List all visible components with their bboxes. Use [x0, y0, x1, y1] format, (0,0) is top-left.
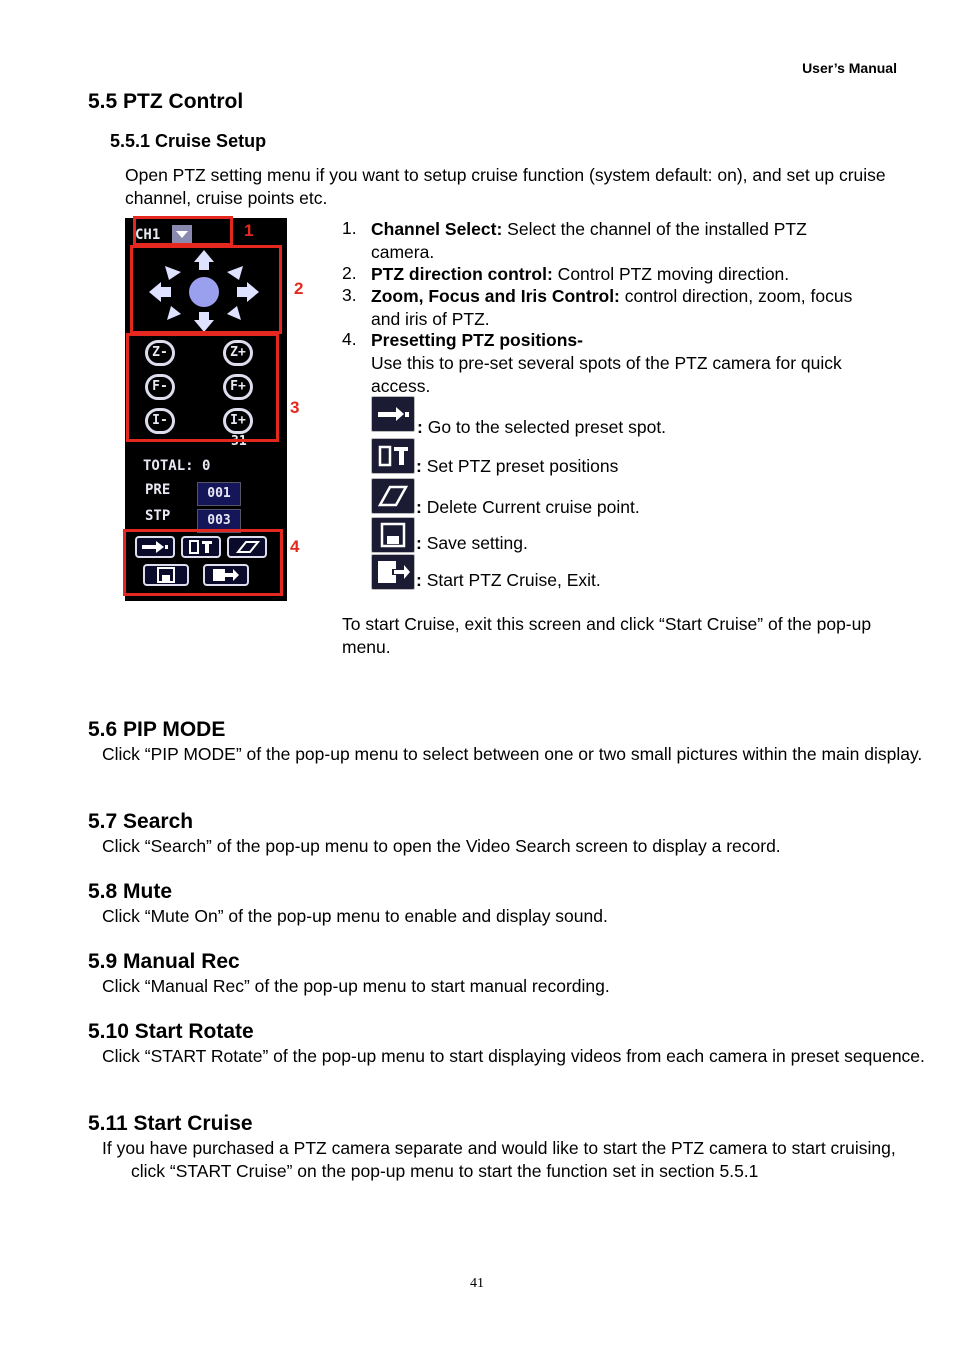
callout-number-1: 1 [244, 221, 254, 240]
subsection-title-5-5-1: 5.5.1 Cruise Setup [110, 131, 267, 151]
section-title: 5.8 Mute [88, 880, 173, 903]
section-title: 5.9 Manual Rec [88, 950, 240, 973]
section-body: Click “Search” of the pop-up menu to open the Video Search screen to display a record. [102, 836, 781, 856]
iris-minus-button: I- [145, 408, 175, 434]
pre-value: 001 [197, 482, 241, 506]
section-title: 5.7 Search [88, 810, 194, 833]
section-body: If you have purchased a PTZ camera separate and would like to start the PTZ camera to start cruising, click “START Cruise” on the pop-up menu to start the function set in section 5.5.1 [102, 1138, 896, 1181]
running-header: User’s Manual [802, 60, 897, 76]
preset-description: Use this to pre-set several spots of the PTZ camera for quick access. [371, 353, 842, 396]
total-label: TOTAL: 0 [143, 458, 211, 474]
stp-label: STP [145, 508, 171, 524]
zoom-in-button: Z+ [223, 340, 253, 366]
callout-number-2: 2 [294, 279, 304, 298]
delete-point-icon [371, 478, 415, 514]
section-title-5-5: 5.5 PTZ Control [88, 90, 244, 113]
section-title: 5.10 Start Rotate [88, 1020, 254, 1043]
list-item: Presetting PTZ positions- [371, 330, 583, 350]
section-title: 5.11 Start Cruise [88, 1112, 253, 1135]
focus-minus-button: F- [145, 374, 175, 400]
section-body: Click “Mute On” of the pop-up menu to enable and display sound. [102, 906, 608, 926]
list-number: 1. [342, 218, 357, 238]
section-body: Click “PIP MODE” of the pop-up menu to select between one or two small pictures within the main display. [102, 744, 923, 764]
callout-box-1 [133, 216, 233, 246]
section-body: Click “START Rotate” of the pop-up menu to start displaying videos from each camera in preset sequence. [102, 1046, 925, 1066]
callout-box-4 [123, 529, 283, 596]
list-item: PTZ direction control: Control PTZ moving direction. [371, 264, 790, 284]
list-number: 3. [342, 285, 357, 305]
stp-value: 003 [197, 509, 241, 533]
exit-icon [371, 554, 415, 590]
section-body: Click “Manual Rec” of the pop-up menu to start manual recording. [102, 976, 610, 996]
callout-number-4: 4 [290, 537, 300, 556]
set-preset-icon [371, 438, 415, 474]
callout-box-3 [126, 333, 279, 442]
icon-desc: : Delete Current cruise point. [416, 497, 640, 517]
save-icon [371, 517, 415, 553]
focus-plus-button: F+ [223, 374, 253, 400]
preset-id: 31 [231, 434, 247, 449]
page-number: 41 [470, 1276, 484, 1291]
section-title: 5.6 PIP MODE [88, 718, 226, 741]
zoom-out-button: Z- [145, 340, 175, 366]
channel-label: CH1 [135, 227, 161, 243]
iris-plus-button: I+ [223, 408, 253, 434]
list-number: 4. [342, 329, 357, 349]
pre-label: PRE [145, 482, 171, 498]
icon-desc: : Set PTZ preset positions [416, 456, 619, 476]
icon-desc: : Go to the selected preset spot. [417, 417, 667, 437]
icon-desc: : Start PTZ Cruise, Exit. [416, 570, 601, 590]
goto-preset-icon [371, 396, 415, 432]
cruise-start-note: To start Cruise, exit this screen and click “Start Cruise” of the pop-up menu. [342, 614, 872, 657]
intro-paragraph: Open PTZ setting menu if you want to setup cruise function (system default: on), and set up cruise channel, cruise points etc. [125, 165, 886, 208]
list-number: 2. [342, 263, 357, 283]
callout-box-2 [130, 245, 282, 334]
list-item: Channel Select: Select the channel of the installed PTZ camera. [371, 219, 807, 262]
list-item: Zoom, Focus and Iris Control: control direction, zoom, focus and iris of PTZ. [371, 286, 853, 329]
icon-desc: : Save setting. [416, 533, 528, 553]
callout-number-3: 3 [290, 398, 300, 417]
